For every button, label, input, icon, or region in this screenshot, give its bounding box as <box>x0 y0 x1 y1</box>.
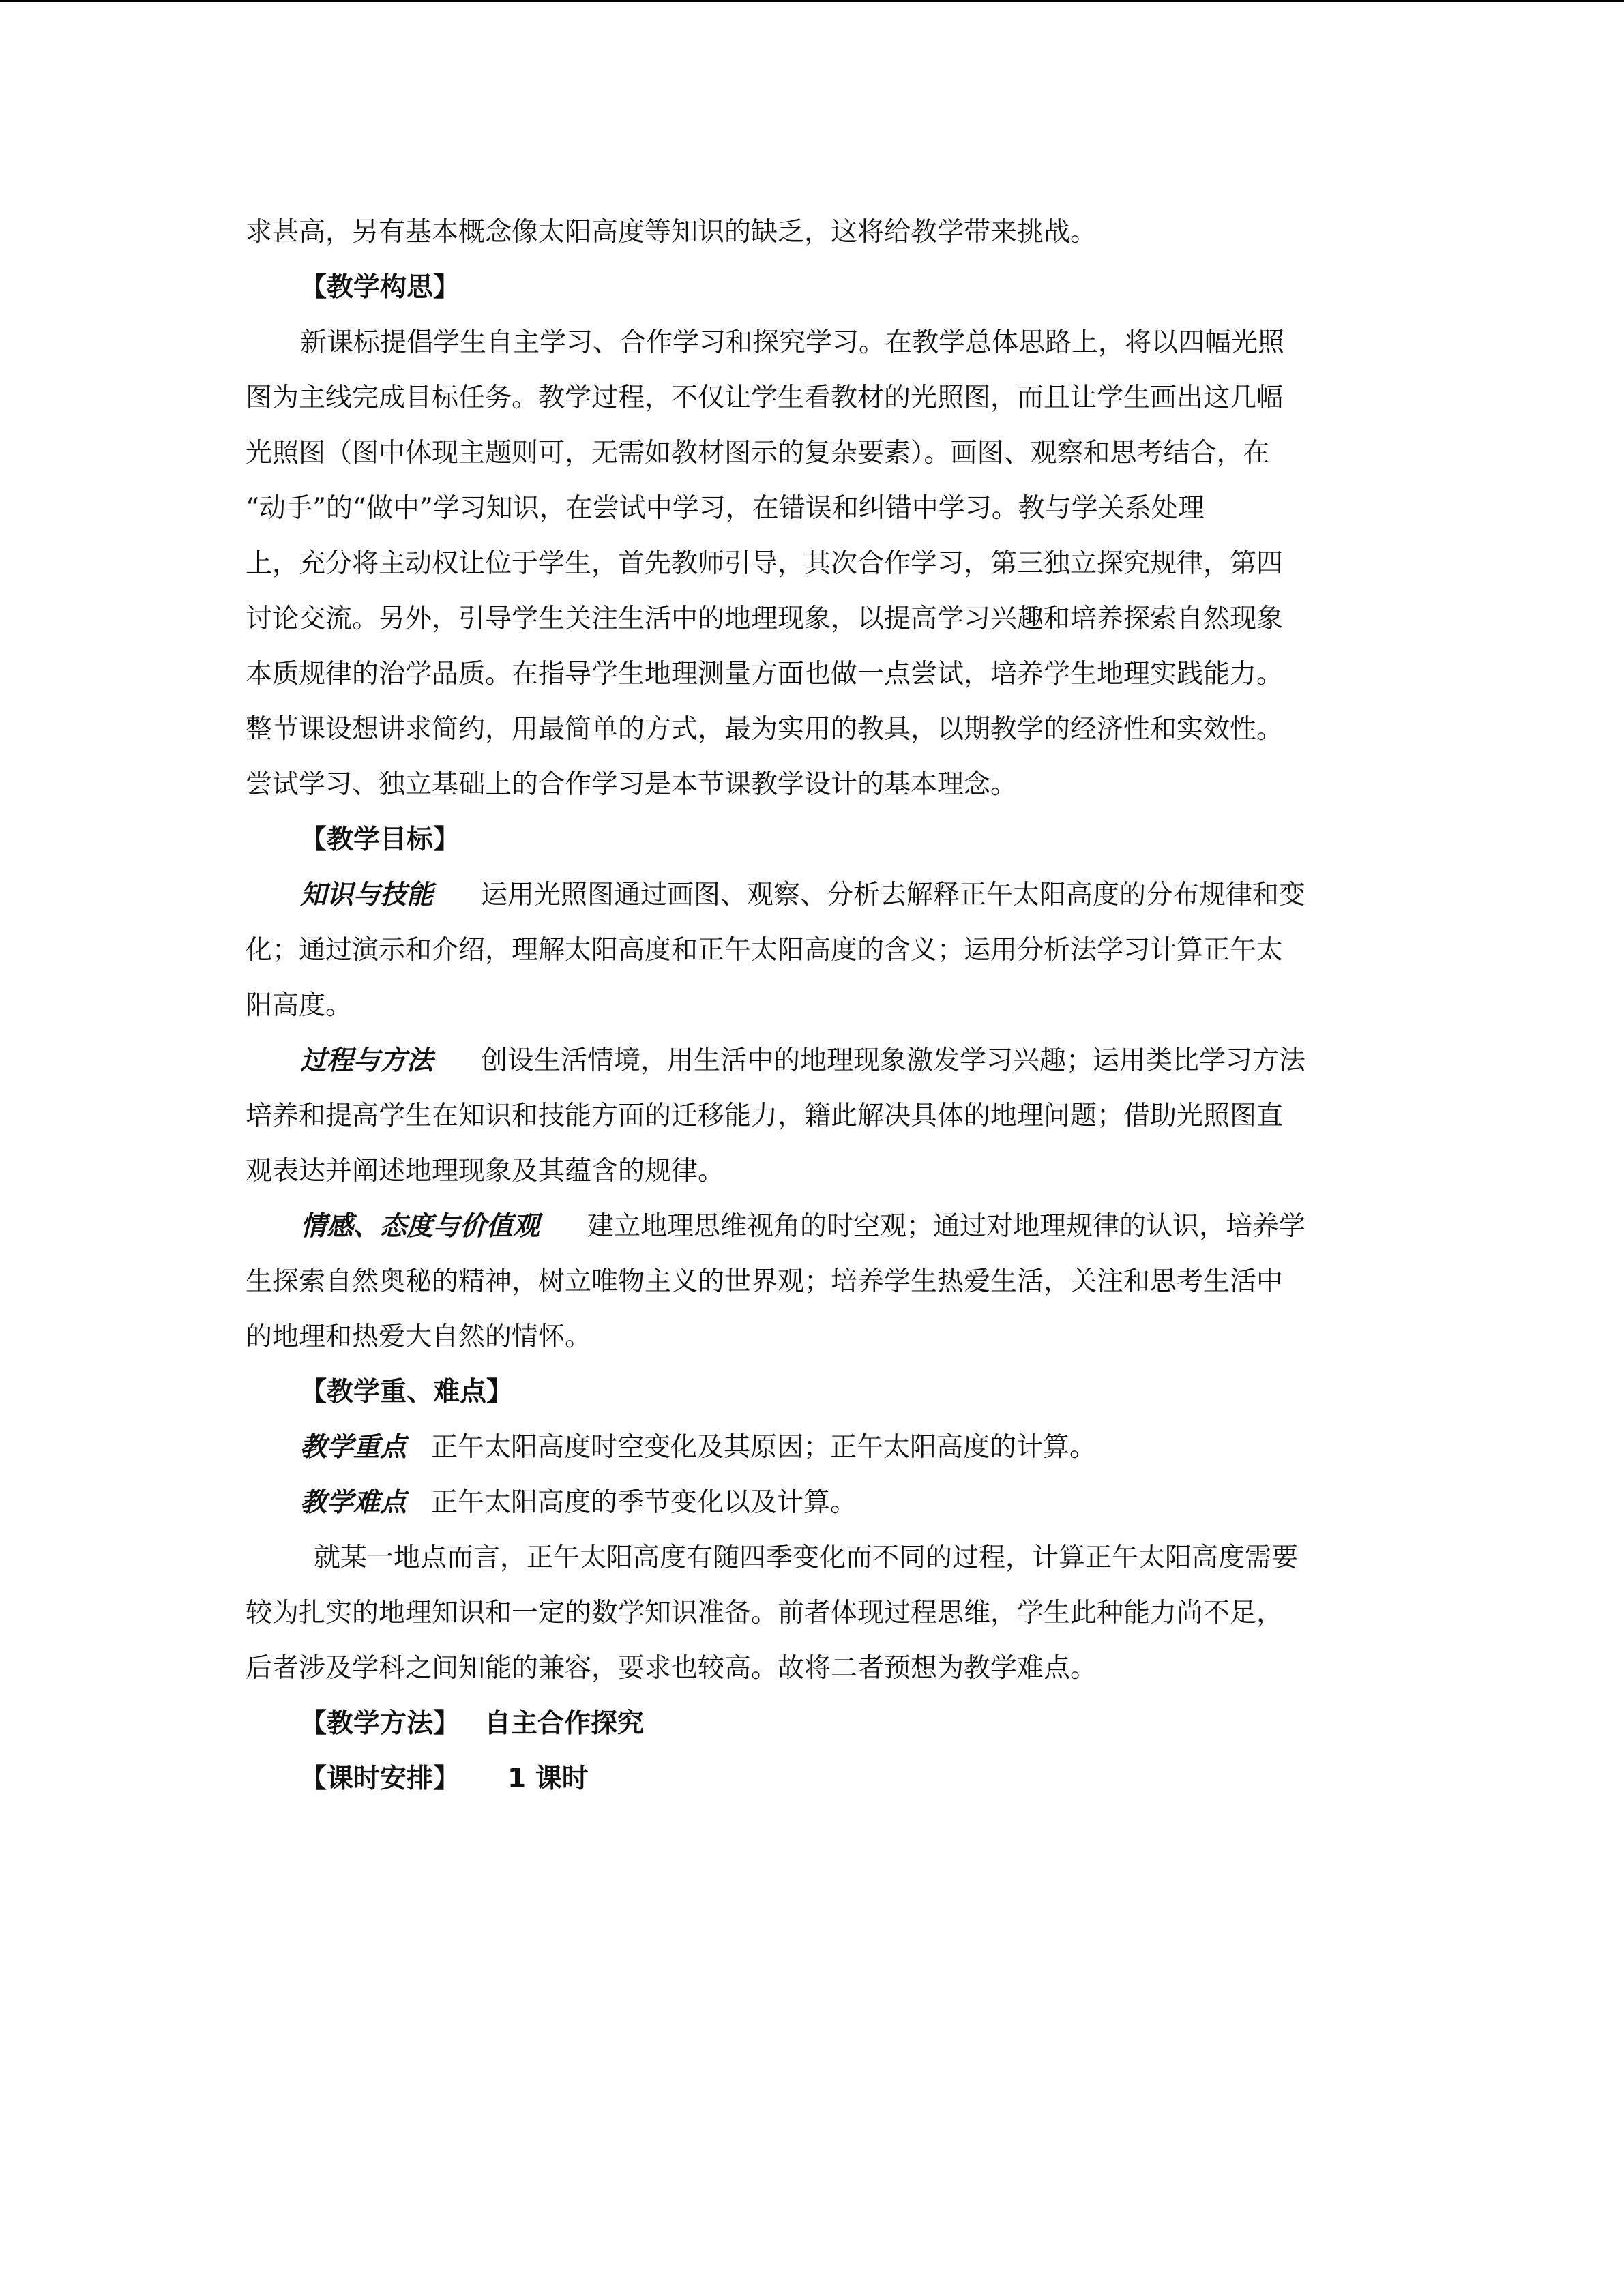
teaching-difficulty-line <box>246 1475 1381 1530</box>
method-line <box>246 1696 1381 1751</box>
schedule-heading: 【课时安排】 <box>300 1763 460 1794</box>
knowledge-skills-line: 化；通过演示和介绍，理解太阳高度和正午太阳高度的含义；运用分析法学习计算正午太 <box>246 935 1284 966</box>
process-methods-line: 培养和提高学生在知识和技能方面的迁移能力，籍此解决具体的地理问题；借助光照图直 <box>246 1101 1284 1131</box>
conception-heading: 【教学构思】 <box>300 272 460 303</box>
teaching-focus-text: 正午太阳高度时空变化及其原因；正午太阳高度的计算。 <box>431 1432 1097 1463</box>
conception-line: 尝试学习、独立基础上的合作学习是本节课教学设计的基本理念。 <box>246 769 1018 800</box>
teaching-difficulty-term: 教学难点 <box>300 1487 407 1518</box>
method-value: 自主合作探究 <box>484 1708 645 1739</box>
conception-line: “动手”的“做中”学习知识，在尝试中学习，在错误和纠错中学习。教与学关系处理 <box>246 493 1205 524</box>
conception-line: 图为主线完成目标任务。教学过程，不仅让学生看教材的光照图，而且让学生画出这几幅 <box>246 383 1284 413</box>
emotion-values-text: 建立地理思维视角的时空观；通过对地理规律的认识，培养学 <box>587 1211 1306 1242</box>
process-methods-line: 观表达并阐述地理现象及其蕴含的规律。 <box>246 1156 725 1187</box>
objectives-heading: 【教学目标】 <box>300 824 460 855</box>
difficulty-explanation-line: 就某一地点而言，正午太阳高度有随四季变化而不同的过程，计算正午太阳高度需要 <box>314 1542 1299 1573</box>
emotion-values-line: 生探索自然奥秘的精神，树立唯物主义的世界观；培养学生热爱生活，关注和思考生活中 <box>246 1266 1284 1297</box>
teaching-focus-term: 教学重点 <box>300 1432 407 1463</box>
knowledge-skills-paragraph <box>246 867 1381 1033</box>
conception-line: 光照图（图中体现主题则可，无需如教材图示的复杂要素）。画图、观察和思考结合，在 <box>246 438 1270 468</box>
keypoints-heading: 【教学重、难点】 <box>300 1377 514 1407</box>
schedule-value: 1 课时 <box>507 1763 589 1794</box>
conception-paragraph <box>246 315 1381 812</box>
top-border-line <box>0 0 1624 2</box>
process-methods-paragraph <box>246 1033 1381 1199</box>
process-methods-term: 过程与方法 <box>300 1045 434 1076</box>
emotion-values-term: 情感、态度与价值观 <box>300 1211 540 1242</box>
teaching-difficulty-text: 正午太阳高度的季节变化以及计算。 <box>431 1487 857 1518</box>
conception-line: 本质规律的治学品质。在指导学生地理测量方面也做一点尝试，培养学生地理实践能力。 <box>246 659 1284 689</box>
method-heading: 【教学方法】 <box>300 1708 460 1739</box>
knowledge-skills-line: 阳高度。 <box>246 990 353 1021</box>
conception-line: 整节课设想讲求简约，用最简单的方式，最为实用的教具，以期教学的经济性和实效性。 <box>246 714 1284 745</box>
emotion-values-paragraph <box>246 1199 1381 1365</box>
teaching-focus-line <box>246 1420 1381 1475</box>
knowledge-skills-term: 知识与技能 <box>300 880 434 910</box>
intro-line: 求甚高，另有基本概念像太阳高度等知识的缺乏，这将给教学带来挑战。 <box>246 217 1097 248</box>
conception-line: 新课标提倡学生自主学习、合作学习和探究学习。在教学总体思路上，将以四幅光照 <box>300 327 1285 358</box>
schedule-line <box>246 1751 1381 1806</box>
emotion-values-line: 的地理和热爱大自然的情怀。 <box>246 1322 592 1352</box>
conception-line: 上，充分将主动权让位于学生，首先教师引导，其次合作学习，第三独立探究规律，第四 <box>246 548 1284 579</box>
knowledge-skills-text: 运用光照图通过画图、观察、分析去解释正午太阳高度的分布规律和变 <box>481 880 1306 910</box>
difficulty-explanation-paragraph <box>246 1530 1381 1696</box>
process-methods-text: 创设生活情境，用生活中的地理现象激发学习兴趣；运用类比学习方法 <box>481 1045 1306 1076</box>
conception-line: 讨论交流。另外，引导学生关注生活中的地理现象，以提高学习兴趣和培养探索自然现象 <box>246 603 1284 634</box>
difficulty-explanation-line: 后者涉及学科之间知能的兼容，要求也较高。故将二者预想为教学难点。 <box>246 1653 1097 1684</box>
difficulty-explanation-line: 较为扎实的地理知识和一定的数学知识准备。前者体现过程思维，学生此种能力尚不足， <box>246 1598 1284 1628</box>
document-body <box>246 205 1381 1806</box>
